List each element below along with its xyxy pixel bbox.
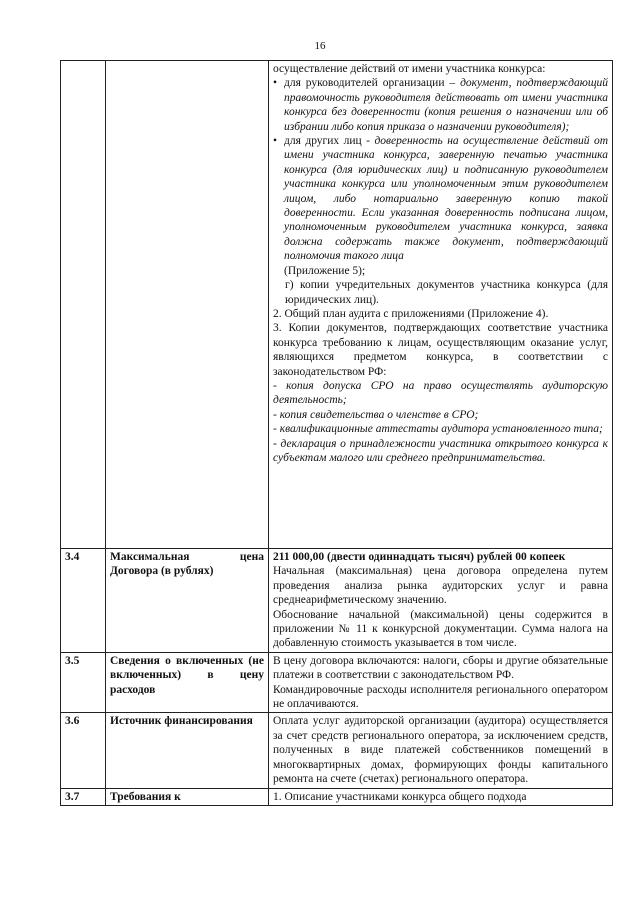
table-row-3-5: [61, 652, 613, 713]
bullet-tail: (Приложение 5);: [284, 264, 366, 277]
row-paragraph: Начальная (максимальная) цена договора определена путем проведения анализа рынка аудиторских услуг и равна среднеарифметическому значению.: [273, 565, 608, 607]
row-paragraph: В цену договора включаются: налоги, сборы и другие обязательные платежи в соответствии с законодательством РФ.: [273, 654, 608, 682]
row-paragraph: 1. Описание участниками конкурса общего подхода: [273, 790, 527, 803]
page-number: 16: [314, 40, 326, 52]
dash-item: - квалификационные аттестаты аудитора установленного типа;: [273, 423, 603, 436]
row-number: 3.4: [61, 549, 106, 653]
bullet-item: [273, 76, 608, 134]
bullet-icon: •: [273, 135, 278, 148]
intro-text: осуществление действий от имени участника конкурса:: [273, 63, 546, 75]
table-row-3-7: [61, 788, 613, 805]
row-number: 3.7: [61, 788, 106, 805]
bullet-text: доверенность на осуществление действий от имени участника конкурса, заверенную печатью участника конкурса (для юридических лиц) и подписанную руководителем участника конкурса или уполномоченным этим руководителем лицом, либо нотариально заверенную копию такой доверенности. Если указанная доверенность подписана лицом, уполномоченным руководителем участника конкурса, заявка должна содержать также документ, подтверждающий полномочия такого лица: [284, 135, 608, 263]
table-row-3-4: [61, 549, 613, 653]
item-g: г) копии учредительных документов участника конкурса (для юридических лиц).: [285, 279, 608, 306]
row-paragraph: Обоснование начальной (максимальной) цены содержится в приложении № 11 к конкурсной документации. Сумма налога на добавленную стоимость указывается в том числе.: [273, 608, 608, 650]
row-content: [269, 652, 613, 713]
row-title-part: Договора (в рублях): [110, 565, 214, 578]
document-table: [60, 60, 613, 806]
dash-item: - копия свидетельства о членстве в СРО;: [273, 408, 479, 421]
row-paragraph: Командировочные расходы исполнителя регионального оператором не оплачиваются.: [273, 683, 608, 711]
content-cell: [269, 61, 613, 549]
row-number: 3.6: [61, 713, 106, 788]
price-text: 211 000,00 (двести одиннадцать тысяч) рублей 00 копеек: [273, 551, 566, 563]
row-content: [269, 549, 613, 653]
dash-item: - декларация о принадлежности участника открытого конкурса к субъектам малого или среднего предпринимательства.: [273, 437, 608, 464]
item-3: 3. Копии документов, подтверждающих соответствие участника конкурса требованию к лицам, осуществляющим оказание услуг, являющихся предметом конкурса, в соответствии с законодательством РФ:: [273, 322, 608, 378]
item-2: 2. Общий план аудита с приложениями (Приложение 4).: [273, 307, 549, 320]
table-row-continuation: [61, 61, 613, 549]
bullet-item: [273, 134, 608, 278]
title-cell: [106, 61, 269, 549]
row-paragraph: Оплата услуг аудиторской организации (аудитора) осуществляется за счет средств регионального оператора, за исключением средств, полученных в виде платежей собственников помещений в многоквартирных домах, формирующих фонды капитального ремонта на счете (счетах) регионального оператора.: [273, 715, 608, 786]
num-cell: [61, 61, 106, 549]
row-title: Сведения о включенных (не включенных) в цену расходов: [106, 652, 269, 713]
dash-item: - копия допуска СРО на право осуществлять аудиторскую деятельность;: [273, 379, 608, 407]
row-content: [269, 788, 613, 805]
row-content: [269, 713, 613, 788]
bullet-lead: для руководителей организации –: [284, 77, 461, 90]
table-row-3-6: [61, 713, 613, 788]
row-title: [106, 549, 269, 653]
row-title: Требования к: [106, 788, 269, 805]
row-title: Источник финансирования: [106, 713, 269, 788]
row-title-part: Максимальная: [110, 551, 190, 563]
row-number: 3.5: [61, 652, 106, 713]
bullet-text: документ, подтверждающий правомочность руководителя действовать от имени участника конкурса без доверенности (копия решения о назначении или об избрании либо копия приказа о назначении руководителя);: [284, 77, 609, 133]
bullet-icon: •: [273, 77, 278, 90]
row-title-part: цена: [239, 551, 264, 563]
bullet-lead: для других лиц -: [284, 135, 375, 148]
